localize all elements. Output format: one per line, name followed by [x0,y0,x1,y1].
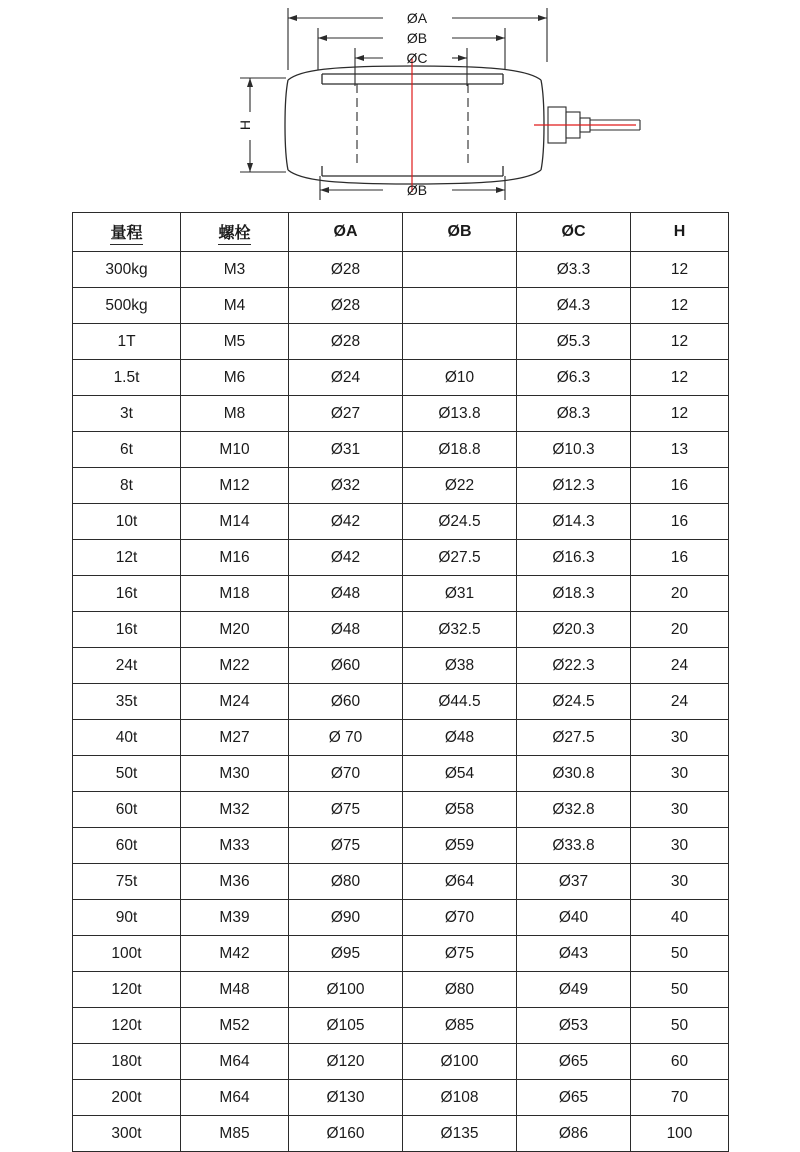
table-row [73,1008,729,1044]
table-cell: Ø100 [289,972,403,1008]
table-cell: Ø135 [403,1116,517,1152]
column-header-ob: ØB [403,213,517,252]
table-cell: Ø65 [517,1044,631,1080]
table-cell: 70 [631,1080,729,1116]
table-cell: Ø31 [289,432,403,468]
table-header [73,213,729,252]
table-cell: Ø80 [403,972,517,1008]
table-cell: 500kg [73,288,181,324]
table-cell: 90t [73,900,181,936]
column-header-h: H [631,213,729,252]
table-cell: M22 [181,648,289,684]
table-cell: 60t [73,792,181,828]
table-cell: 100t [73,936,181,972]
table-row [73,468,729,504]
table-cell: 30 [631,864,729,900]
table-cell: Ø24.5 [403,504,517,540]
table-cell: Ø22.3 [517,648,631,684]
table-cell: 30 [631,828,729,864]
table-cell: M39 [181,900,289,936]
table-cell: 50 [631,972,729,1008]
table-cell: 12 [631,360,729,396]
table-cell: 1.5t [73,360,181,396]
table-cell: 50 [631,936,729,972]
table-cell: 1T [73,324,181,360]
table-cell: Ø64 [403,864,517,900]
table-cell: Ø32.5 [403,612,517,648]
table-cell: Ø28 [289,288,403,324]
table-row [73,540,729,576]
table-cell: Ø31 [403,576,517,612]
table-cell: 12 [631,252,729,288]
table-cell: Ø30.8 [517,756,631,792]
table-cell: Ø27.5 [403,540,517,576]
table-row [73,252,729,288]
table-cell: Ø38 [403,648,517,684]
table-cell: 120t [73,1008,181,1044]
table-cell: M6 [181,360,289,396]
table-cell: Ø160 [289,1116,403,1152]
table-cell: Ø65 [517,1080,631,1116]
table-cell: Ø13.8 [403,396,517,432]
table-cell: Ø100 [403,1044,517,1080]
table-row [73,792,729,828]
centerline [412,58,636,192]
table-row [73,684,729,720]
table-cell: Ø70 [289,756,403,792]
table-cell: 120t [73,972,181,1008]
table-cell: Ø48 [403,720,517,756]
table-cell: 60 [631,1044,729,1080]
table-cell: 12 [631,396,729,432]
table-cell: Ø22 [403,468,517,504]
table-cell: Ø14.3 [517,504,631,540]
table-cell: M33 [181,828,289,864]
table-cell: M48 [181,972,289,1008]
load-cell-body [285,66,544,184]
table-cell: 100 [631,1116,729,1152]
table-cell: Ø60 [289,684,403,720]
table-cell: M5 [181,324,289,360]
table-cell: Ø5.3 [517,324,631,360]
table-row [73,864,729,900]
table-cell: Ø90 [289,900,403,936]
table-cell: Ø80 [289,864,403,900]
table-cell: Ø18.3 [517,576,631,612]
table-cell: 12t [73,540,181,576]
table-cell: Ø42 [289,540,403,576]
table-cell: M85 [181,1116,289,1152]
specification-table [72,212,729,1152]
table-row [73,720,729,756]
table-cell: 180t [73,1044,181,1080]
table-row [73,576,729,612]
table-cell: 16t [73,612,181,648]
table-cell: 16 [631,504,729,540]
table-cell: 20 [631,576,729,612]
table-row [73,828,729,864]
table-cell: Ø49 [517,972,631,1008]
table-cell: Ø44.5 [403,684,517,720]
table-row [73,324,729,360]
table-cell: Ø86 [517,1116,631,1152]
table-row [73,900,729,936]
table-cell: Ø 70 [289,720,403,756]
table-cell: Ø53 [517,1008,631,1044]
table-row [73,288,729,324]
table-cell: Ø130 [289,1080,403,1116]
dimension-label-ob-bottom: ØB [406,182,428,198]
table-cell: 20 [631,612,729,648]
table-cell: 40t [73,720,181,756]
table-cell: 30 [631,792,729,828]
table-cell: Ø108 [403,1080,517,1116]
dimension-label-oc: ØC [406,50,428,66]
table-cell: Ø4.3 [517,288,631,324]
table-cell: Ø59 [403,828,517,864]
table-cell: Ø32 [289,468,403,504]
dimension-label-h: H [237,119,253,131]
table-cell [403,252,517,288]
table-cell: M32 [181,792,289,828]
table-cell: M8 [181,396,289,432]
table-cell: Ø16.3 [517,540,631,576]
table-cell: Ø48 [289,576,403,612]
table-cell: M64 [181,1080,289,1116]
table-row [73,1044,729,1080]
table-body [73,252,729,1152]
table-cell: Ø24.5 [517,684,631,720]
table-cell: Ø40 [517,900,631,936]
column-header-capacity: 量程 [73,213,181,252]
table-cell: Ø20.3 [517,612,631,648]
table-cell: Ø75 [289,828,403,864]
table-cell: 8t [73,468,181,504]
table-cell [403,324,517,360]
table-cell: M42 [181,936,289,972]
table-row [73,504,729,540]
table-cell: Ø28 [289,324,403,360]
table-cell: Ø10 [403,360,517,396]
table-cell: 75t [73,864,181,900]
table-cell: 50t [73,756,181,792]
table-cell: 200t [73,1080,181,1116]
table-cell: Ø95 [289,936,403,972]
table-row [73,1116,729,1152]
table-cell: Ø105 [289,1008,403,1044]
table-cell: Ø60 [289,648,403,684]
table-cell: Ø24 [289,360,403,396]
column-header-oa: ØA [289,213,403,252]
table-cell: 13 [631,432,729,468]
table-cell: Ø32.8 [517,792,631,828]
table-cell: M4 [181,288,289,324]
table-cell: Ø48 [289,612,403,648]
table-header-row [73,213,729,252]
dimension-label-ob-top: ØB [406,30,428,46]
column-header-oc: ØC [517,213,631,252]
table-cell: 12 [631,288,729,324]
table-cell: Ø75 [403,936,517,972]
table-cell: Ø18.8 [403,432,517,468]
load-cell-dimension-drawing [0,0,800,205]
table-cell: 300t [73,1116,181,1152]
table-cell: M52 [181,1008,289,1044]
table-cell: M27 [181,720,289,756]
table-cell: Ø12.3 [517,468,631,504]
table-cell: 24t [73,648,181,684]
table-cell: 16 [631,540,729,576]
table-cell: Ø85 [403,1008,517,1044]
table-cell: Ø75 [289,792,403,828]
table-row [73,756,729,792]
table-row [73,432,729,468]
table-cell: M3 [181,252,289,288]
table-cell: 40 [631,900,729,936]
table-row [73,648,729,684]
table-cell: M36 [181,864,289,900]
table-cell: Ø8.3 [517,396,631,432]
table-cell: M24 [181,684,289,720]
table-cell: M10 [181,432,289,468]
table-cell: 30 [631,756,729,792]
table-cell: M14 [181,504,289,540]
table-cell: 12 [631,324,729,360]
table-cell: 16 [631,468,729,504]
table-row [73,612,729,648]
table-cell: 60t [73,828,181,864]
dimension-label-oa: ØA [406,10,428,26]
table-cell: 35t [73,684,181,720]
table-cell: M64 [181,1044,289,1080]
table-row [73,936,729,972]
table-cell: Ø70 [403,900,517,936]
table-cell: Ø27.5 [517,720,631,756]
table-cell: M12 [181,468,289,504]
table-cell: 30 [631,720,729,756]
table-cell: Ø42 [289,504,403,540]
table-row [73,396,729,432]
table-cell: M16 [181,540,289,576]
table-cell: Ø43 [517,936,631,972]
table-cell: Ø28 [289,252,403,288]
table-cell: 3t [73,396,181,432]
table-row [73,972,729,1008]
table-cell: 50 [631,1008,729,1044]
table-cell: 6t [73,432,181,468]
table-cell: Ø6.3 [517,360,631,396]
table-cell: Ø54 [403,756,517,792]
table-cell: Ø120 [289,1044,403,1080]
table-cell: Ø58 [403,792,517,828]
table-cell [403,288,517,324]
table-cell: M20 [181,612,289,648]
table-cell: 24 [631,648,729,684]
table-cell: Ø33.8 [517,828,631,864]
table-cell: 300kg [73,252,181,288]
table-cell: 16t [73,576,181,612]
table-cell: M30 [181,756,289,792]
table-row [73,360,729,396]
table-cell: M18 [181,576,289,612]
table-cell: 10t [73,504,181,540]
spec-table-container [72,212,728,1152]
table-cell: Ø10.3 [517,432,631,468]
table-cell: 24 [631,684,729,720]
column-header-bolt: 螺栓 [181,213,289,252]
table-cell: Ø3.3 [517,252,631,288]
table-cell: Ø27 [289,396,403,432]
table-row [73,1080,729,1116]
table-cell: Ø37 [517,864,631,900]
